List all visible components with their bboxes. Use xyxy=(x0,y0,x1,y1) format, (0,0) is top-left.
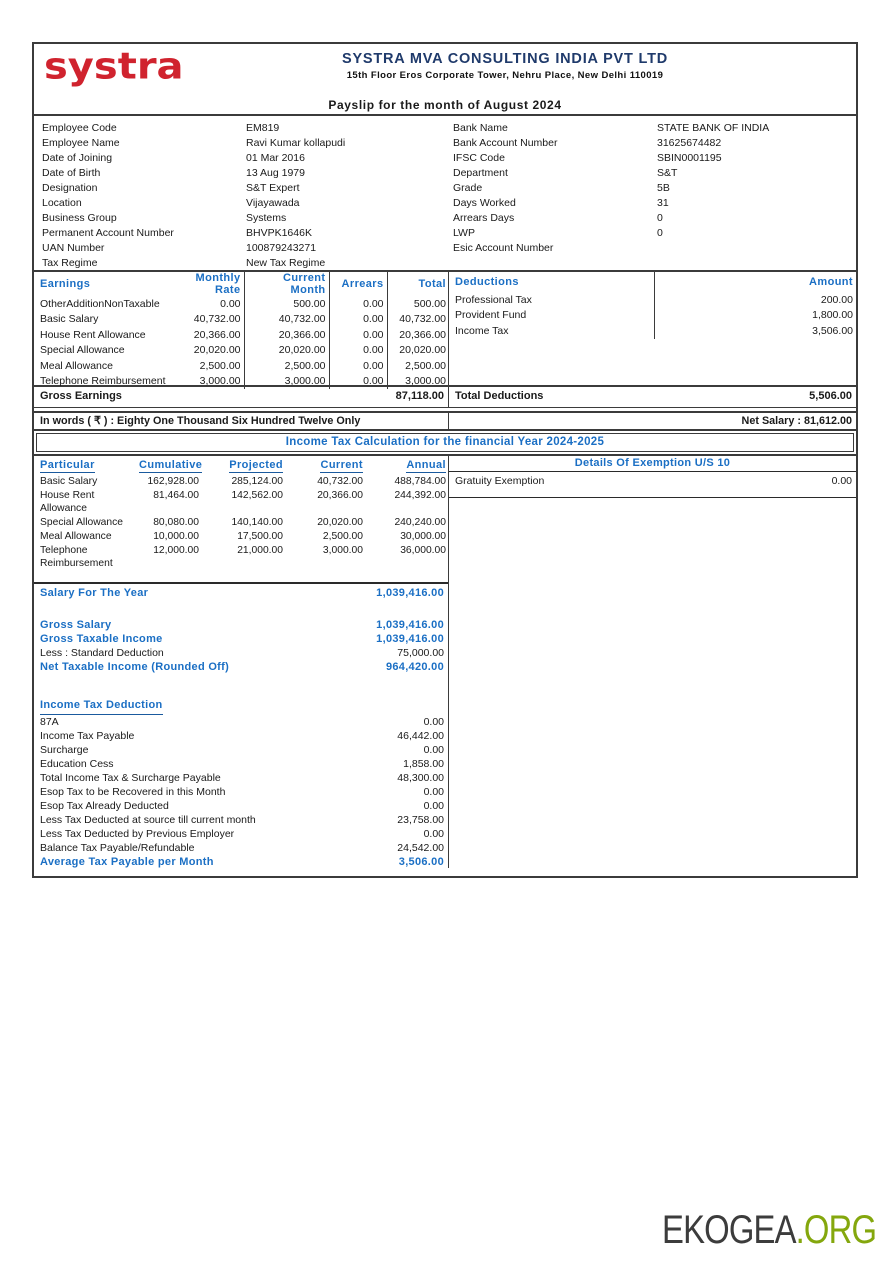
cell: 3,000.00 xyxy=(244,374,329,390)
summary-label: Average Tax Payable per Month xyxy=(40,856,214,868)
col-projected xyxy=(202,458,286,474)
summary-value: 0.00 xyxy=(423,744,444,756)
cell: 0.00 xyxy=(329,343,387,359)
info-label: LWP xyxy=(453,227,475,239)
amount-in-words: In words ( ₹ ) : Eighty One Thousand Six Hundred Twelve Only xyxy=(34,413,449,429)
total-deductions-value: 5,506.00 xyxy=(809,390,852,402)
info-value: Ravi Kumar kollapudi xyxy=(246,137,346,149)
summary-row xyxy=(34,729,448,743)
summary-label: Income Tax Payable xyxy=(40,730,135,742)
deductions-table xyxy=(449,272,856,339)
info-label: Days Worked xyxy=(453,197,516,209)
summary-label: Esop Tax Already Deducted xyxy=(40,800,169,812)
cell: Meal Allowance xyxy=(40,531,112,542)
cell: Basic Salary xyxy=(40,313,99,326)
cell: House Rent Allowance xyxy=(40,328,146,341)
info-value: SBIN0001195 xyxy=(657,152,722,164)
cell: 1,800.00 xyxy=(812,309,853,322)
info-value: 13 Aug 1979 xyxy=(246,167,305,179)
summary-row xyxy=(34,841,448,855)
watermark-dark-text: EKOGEA xyxy=(661,1208,796,1252)
info-label: Location xyxy=(42,197,82,209)
tax-calc-table xyxy=(34,458,449,570)
cell: 3,000.00 xyxy=(405,375,446,388)
document-header xyxy=(34,44,856,92)
info-row xyxy=(445,136,856,151)
info-label: Employee Name xyxy=(42,137,120,149)
cell: 20,366.00 xyxy=(244,327,329,343)
info-value: S&T Expert xyxy=(246,182,300,194)
info-label: IFSC Code xyxy=(453,152,505,164)
info-label: Business Group xyxy=(42,212,117,224)
table-row xyxy=(34,296,449,312)
info-value: 0 xyxy=(657,212,663,224)
summary-row xyxy=(34,757,448,771)
cell: 142,562.00 xyxy=(231,490,283,501)
summary-label: 87A xyxy=(40,716,59,728)
table-row xyxy=(449,292,856,308)
info-row xyxy=(34,241,445,256)
total-deductions-label: Total Deductions xyxy=(455,390,544,402)
summary-value: 1,039,416.00 xyxy=(376,587,444,599)
info-value: 31625674482 xyxy=(657,137,722,149)
cell: 0.00 xyxy=(329,327,387,343)
gross-totals-row xyxy=(34,387,856,408)
info-row xyxy=(34,256,445,271)
info-value: Systems xyxy=(246,212,287,224)
cell: 20,366.00 xyxy=(174,327,244,343)
summary-label: Net Taxable Income (Rounded Off) xyxy=(40,661,230,673)
summary-value: 0.00 xyxy=(423,716,444,728)
employee-info-section xyxy=(34,116,856,272)
ekogea-watermark xyxy=(662,1208,876,1253)
earnings-panel xyxy=(34,272,449,388)
summary-row xyxy=(34,646,448,660)
net-salary: Net Salary : 81,612.00 xyxy=(741,415,852,427)
cell: 17,500.00 xyxy=(237,531,283,542)
info-row xyxy=(445,226,856,241)
summary-row xyxy=(34,813,448,827)
cell: Provident Fund xyxy=(449,308,654,324)
spacer xyxy=(34,674,448,698)
col-arrears: Arrears xyxy=(329,272,387,296)
cell: 40,732.00 xyxy=(244,312,329,328)
income-tax-deduction-heading xyxy=(34,698,448,715)
summary-value: 1,039,416.00 xyxy=(376,619,444,631)
table-row xyxy=(34,515,449,529)
gross-earnings xyxy=(34,387,449,407)
summary-label: Less Tax Deducted by Previous Employer xyxy=(40,828,235,840)
in-words-row xyxy=(34,411,856,431)
cell: 240,240.00 xyxy=(394,517,446,528)
summary-label: Gross Taxable Income xyxy=(40,633,163,645)
col-current-month: Current Month xyxy=(244,272,329,296)
col-annual xyxy=(366,458,449,474)
earnings-header-row xyxy=(34,272,449,296)
spacer xyxy=(34,602,448,618)
cell: 3,000.00 xyxy=(174,374,244,390)
cell: 80,080.00 xyxy=(153,517,199,528)
table-row xyxy=(449,308,856,324)
summary-label: Gross Salary xyxy=(40,619,112,631)
cell: 0.00 xyxy=(329,358,387,374)
cell: 2,500.00 xyxy=(405,359,446,372)
cell: 3,506.00 xyxy=(812,324,853,337)
summary-value: 1,858.00 xyxy=(403,758,444,770)
cell: 0.00 xyxy=(329,374,387,390)
cell: 200.00 xyxy=(820,293,853,306)
col-current-label: Current xyxy=(320,459,363,471)
summary-value: 0.00 xyxy=(423,800,444,812)
cell: 488,784.00 xyxy=(394,476,446,487)
info-label: Designation xyxy=(42,182,98,194)
info-label: Esic Account Number xyxy=(453,242,554,254)
tax-calc-left-panel xyxy=(34,456,449,868)
cell: 40,732.00 xyxy=(399,313,446,326)
cell: Professional Tax xyxy=(449,292,654,308)
company-address: 15th Floor Eros Corporate Tower, Nehru Place, New Delhi 110019 xyxy=(346,70,664,81)
info-value: 31 xyxy=(657,197,669,209)
cell: 36,000.00 xyxy=(400,545,446,556)
info-label: Bank Name xyxy=(453,122,508,134)
cell: 244,392.00 xyxy=(394,490,446,501)
col-particular xyxy=(34,458,136,474)
deductions-header-row xyxy=(449,272,856,292)
cell: Special Allowance xyxy=(40,344,125,357)
info-value: 5B xyxy=(657,182,670,194)
info-row xyxy=(445,151,856,166)
table-row xyxy=(34,343,449,359)
cell: 30,000.00 xyxy=(400,531,446,542)
exemption-row xyxy=(449,474,856,488)
summary-label: Total Income Tax & Surcharge Payable xyxy=(40,772,221,784)
tax-table-header-row xyxy=(34,458,449,474)
summary-label: Esop Tax to be Recovered in this Month xyxy=(40,786,226,798)
info-row xyxy=(445,166,856,181)
cell: 162,928.00 xyxy=(147,476,199,487)
summary-row xyxy=(34,785,448,799)
info-row xyxy=(445,211,856,226)
table-row xyxy=(34,312,449,328)
col-amount: Amount xyxy=(809,276,853,288)
summary-label: Less : Standard Deduction xyxy=(40,647,164,659)
info-row xyxy=(445,196,856,211)
cell: 20,366.00 xyxy=(317,490,363,501)
cell: 20,020.00 xyxy=(174,343,244,359)
info-row xyxy=(445,181,856,196)
summary-value: 1,039,416.00 xyxy=(376,633,444,645)
info-value: BHVPK1646K xyxy=(246,227,312,239)
cell: 10,000.00 xyxy=(153,531,199,542)
exemption-title: Details Of Exemption U/S 10 xyxy=(449,456,856,472)
table-row xyxy=(449,323,856,339)
table-row xyxy=(34,529,449,543)
tax-summary xyxy=(34,570,448,869)
summary-row xyxy=(34,799,448,813)
info-label: Permanent Account Number xyxy=(42,227,174,239)
summary-value: 24,542.00 xyxy=(397,842,444,854)
summary-row xyxy=(34,855,448,869)
cell: 2,500.00 xyxy=(174,358,244,374)
cell: 20,020.00 xyxy=(244,343,329,359)
info-label: Date of Birth xyxy=(42,167,101,179)
table-row xyxy=(34,358,449,374)
info-row xyxy=(34,151,445,166)
cell: 81,464.00 xyxy=(153,490,199,501)
cell: Meal Allowance xyxy=(40,359,113,372)
employee-info-left xyxy=(34,121,445,270)
info-value xyxy=(657,241,856,256)
col-total: Total xyxy=(418,278,446,290)
info-label: Employee Code xyxy=(42,122,117,134)
col-deductions: Deductions xyxy=(449,272,654,292)
summary-value: 75,000.00 xyxy=(397,647,444,659)
gross-earnings-value: 87,118.00 xyxy=(395,390,444,402)
col-annual-label: Annual xyxy=(406,459,446,471)
exemption-value: 0.00 xyxy=(831,475,852,487)
cell: OtherAdditionNonTaxable xyxy=(40,297,160,310)
cell: 0.00 xyxy=(329,296,387,312)
cell: 40,732.00 xyxy=(317,476,363,487)
summary-label: Less Tax Deducted at source till current month xyxy=(40,814,256,826)
cell: 500.00 xyxy=(413,297,446,310)
cell: 40,732.00 xyxy=(174,312,244,328)
summary-label: Education Cess xyxy=(40,758,114,770)
summary-row xyxy=(34,743,448,757)
info-label: Bank Account Number xyxy=(453,137,558,149)
info-row xyxy=(34,166,445,181)
info-value: S&T xyxy=(657,167,678,179)
systra-logo: systra xyxy=(44,45,184,88)
deductions-panel xyxy=(449,272,856,385)
summary-row xyxy=(34,584,448,602)
summary-value: 0.00 xyxy=(423,828,444,840)
summary-label: Surcharge xyxy=(40,744,89,756)
info-label: Grade xyxy=(453,182,483,194)
cell: 140,140.00 xyxy=(231,517,283,528)
cell: 20,020.00 xyxy=(317,517,363,528)
col-particular-label: Particular xyxy=(40,459,95,471)
info-row xyxy=(34,226,445,241)
cell: 2,500.00 xyxy=(244,358,329,374)
info-label: Date of Joining xyxy=(42,152,113,164)
col-monthly-rate: Monthly Rate xyxy=(174,272,244,296)
col-cumulative xyxy=(136,458,202,474)
summary-row xyxy=(34,715,448,729)
summary-label: Balance Tax Payable/Refundable xyxy=(40,842,195,854)
info-label: Tax Regime xyxy=(42,257,98,269)
info-row xyxy=(34,211,445,226)
earnings-deductions-section xyxy=(34,272,856,387)
info-row xyxy=(445,241,856,256)
cell: Special Allowance xyxy=(40,517,123,528)
cell: 3,000.00 xyxy=(322,545,363,556)
info-value: STATE BANK OF INDIA xyxy=(657,122,770,134)
col-projected-label: Projected xyxy=(229,459,283,471)
cell: Basic Salary xyxy=(40,476,98,487)
summary-value: 964,420.00 xyxy=(385,661,444,673)
exemption-label: Gratuity Exemption xyxy=(455,475,545,487)
col-cumulative-label: Cumulative xyxy=(139,459,203,471)
info-value: EM819 xyxy=(246,122,280,134)
gross-earnings-label: Gross Earnings xyxy=(40,390,122,402)
cell: 0.00 xyxy=(174,296,244,312)
info-value: 0 xyxy=(657,227,663,239)
cell: House Rent Allowance xyxy=(40,490,95,514)
col-current xyxy=(286,458,366,474)
info-row xyxy=(34,136,445,151)
payslip-document xyxy=(32,42,858,878)
info-value: Vijayawada xyxy=(246,197,300,209)
info-label: UAN Number xyxy=(42,242,105,254)
heading-label: Income Tax Deduction xyxy=(40,698,163,715)
cell: 500.00 xyxy=(244,296,329,312)
table-row xyxy=(34,488,449,515)
cell: Income Tax xyxy=(449,323,654,339)
cell: Telephone Reimbursement xyxy=(40,545,113,569)
tax-calc-section xyxy=(34,454,856,868)
cell: 21,000.00 xyxy=(237,545,283,556)
table-row xyxy=(34,474,449,488)
cell: 0.00 xyxy=(329,312,387,328)
info-value: 100879243271 xyxy=(246,242,317,254)
cell: Telephone Reimbursement xyxy=(40,375,166,388)
summary-row xyxy=(34,827,448,841)
info-value: New Tax Regime xyxy=(246,257,326,269)
info-row xyxy=(445,121,856,136)
cell: 20,366.00 xyxy=(399,328,446,341)
info-label: Department xyxy=(453,167,508,179)
earnings-table xyxy=(34,272,449,389)
table-row xyxy=(34,327,449,343)
info-value: 01 Mar 2016 xyxy=(246,152,305,164)
cell: 2,500.00 xyxy=(322,531,363,542)
summary-value: 23,758.00 xyxy=(397,814,444,826)
info-label: Arrears Days xyxy=(453,212,515,224)
employee-info-right xyxy=(445,121,856,270)
summary-value: 0.00 xyxy=(423,786,444,798)
company-name: SYSTRA MVA CONSULTING INDIA PVT LTD xyxy=(341,51,669,67)
cell: 12,000.00 xyxy=(153,545,199,556)
cell: 20,020.00 xyxy=(399,344,446,357)
payslip-title: Payslip for the month of August 2024 xyxy=(34,92,856,116)
summary-value: 46,442.00 xyxy=(397,730,444,742)
info-row xyxy=(34,121,445,136)
summary-label: Salary For The Year xyxy=(40,587,149,599)
summary-value: 48,300.00 xyxy=(397,772,444,784)
spacer xyxy=(34,570,448,582)
exemption-panel xyxy=(449,456,856,868)
summary-row xyxy=(34,771,448,785)
info-row xyxy=(34,196,445,211)
watermark-green-text: .ORG xyxy=(795,1208,876,1252)
summary-row xyxy=(34,618,448,632)
exemption-rows xyxy=(449,472,856,498)
summary-row xyxy=(34,660,448,674)
cell: 285,124.00 xyxy=(231,476,283,487)
table-row xyxy=(34,543,449,570)
total-deductions xyxy=(449,387,856,407)
tax-calc-title: Income Tax Calculation for the financial Year 2024-2025 xyxy=(36,433,854,452)
summary-value: 3,506.00 xyxy=(398,856,444,868)
col-earnings: Earnings xyxy=(40,278,91,290)
info-row xyxy=(34,181,445,196)
summary-row xyxy=(34,632,448,646)
